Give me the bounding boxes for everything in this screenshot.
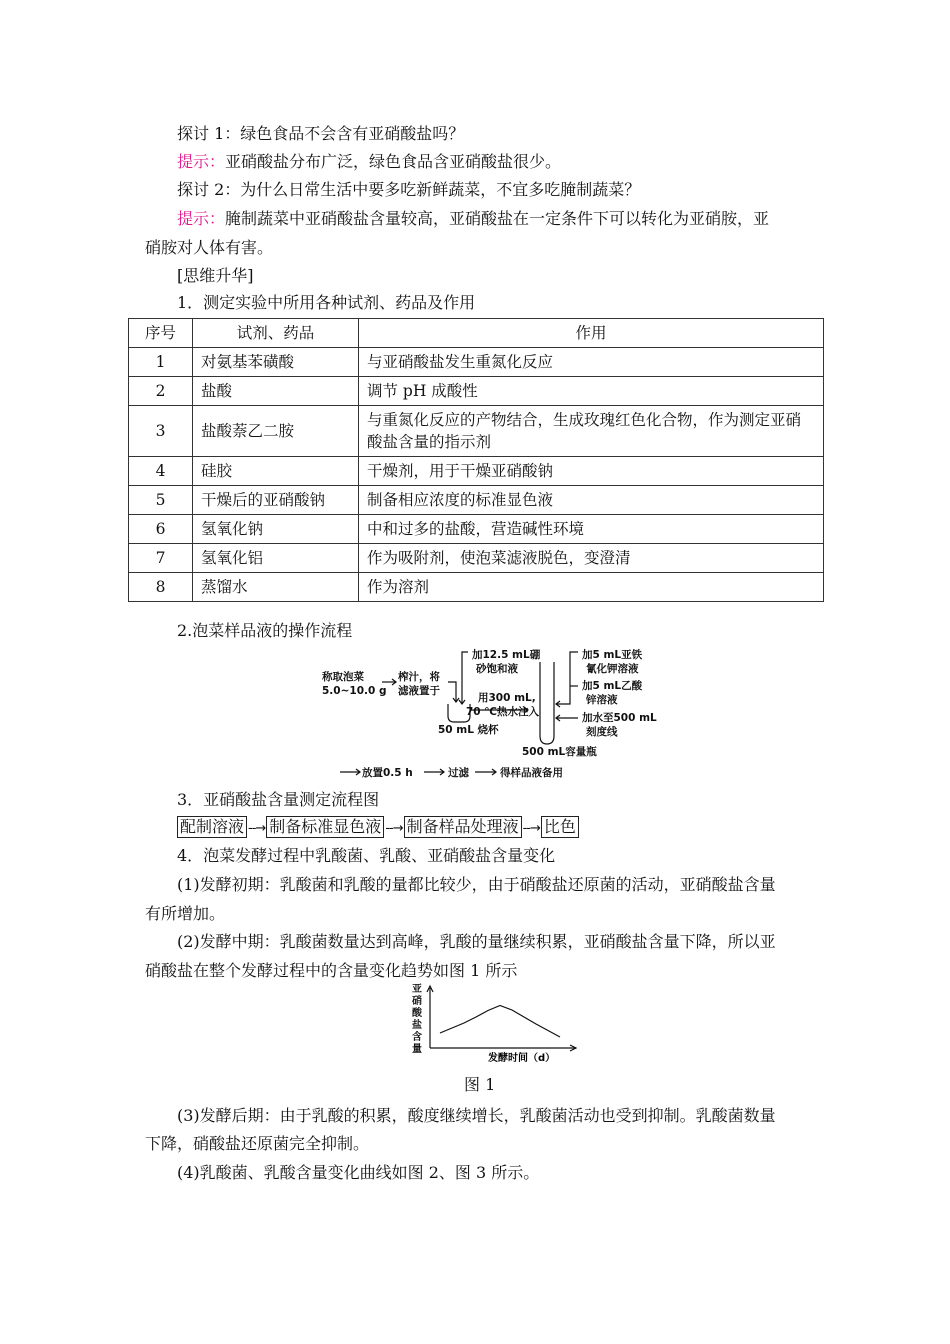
table-cell: 作为溶剂 (359, 573, 824, 602)
flow-beaker-label: 50 mL 烧杯 (438, 724, 499, 736)
para-4-1-cont: 有所增加。 (145, 904, 226, 923)
table-cell: 与重氮化反应的产物结合，生成玫瑰红色化合物，作为测定亚硝酸盐含量的指示剂 (359, 406, 824, 457)
flow-r1-a: 加5 mL亚铁 (582, 649, 643, 661)
y-axis-label-char: 酸 (412, 1008, 422, 1019)
procedure-flow-diagram (320, 644, 680, 784)
table-cell: 中和过多的盐酸，营造碱性环境 (359, 515, 824, 544)
volumetric-flask-icon (540, 662, 554, 744)
para-4-4: (4)乳酸菌、乳酸含量变化曲线如图 2、图 3 所示。 (177, 1163, 540, 1182)
flow-r2-a: 加5 mL乙酸 (582, 680, 643, 692)
table-cell: 1 (129, 348, 193, 377)
dashed-arrow: --→ (385, 821, 403, 836)
y-axis-label-char: 盐 (412, 1020, 422, 1031)
table-row (129, 377, 824, 406)
series-line (440, 1006, 560, 1038)
table-row (129, 406, 824, 457)
flow-r2-b: 锌溶液 (586, 694, 618, 706)
flow-bottom-2: 过滤 (448, 767, 469, 779)
y-axis-label-char: 亚 (412, 984, 422, 995)
table-row (129, 348, 824, 377)
x-axis-label: 发酵时间（d） (488, 1053, 556, 1064)
flow-add2-a: 用300 mL, (478, 692, 536, 704)
flow-step2-b: 滤液置于 (398, 685, 440, 697)
table-cell: 干燥后的亚硝酸钠 (193, 486, 359, 515)
table-cell: 3 (129, 406, 193, 457)
y-axis-label (411, 982, 423, 1055)
table-cell: 6 (129, 515, 193, 544)
section-3-title: 3．亚硝酸盐含量测定流程图 (177, 790, 380, 809)
table-cell: 干燥剂，用于干燥亚硝酸钠 (359, 457, 824, 486)
figure-caption: 图 1 (464, 1075, 496, 1094)
flow-arrow-2 (448, 682, 456, 702)
table-cell: 硅胶 (193, 457, 359, 486)
table-row (129, 457, 824, 486)
y-axis-label-char: 硝 (412, 996, 422, 1007)
table-row (129, 486, 824, 515)
flow-box-prepare-solution: 配制溶液 (177, 816, 247, 838)
table-cell: 作为吸附剂，使泡菜滤液脱色，变澄清 (359, 544, 824, 573)
table-cell: 调节 pH 成酸性 (359, 377, 824, 406)
hint-2 (177, 209, 827, 229)
discussion-1: 探讨 1：绿色食品不会含有亚硝酸盐吗？ (177, 124, 465, 143)
para-4-2-cont: 硝酸盐在整个发酵过程中的含量变化趋势如图 1 所示 (145, 961, 518, 980)
hint-text: 腌制蔬菜中亚硝酸盐含量较高，亚硝酸盐在一定条件下可以转化为亚硝胺，亚 (225, 209, 770, 228)
discussion-2: 探讨 2：为什么日常生活中要多吃新鲜蔬菜，不宜多吃腌制蔬菜？ (177, 180, 641, 199)
flow-add2-b: 70 ℃热水注入 (466, 706, 539, 718)
hint-1 (177, 152, 827, 172)
flow-bottom-1: 放置0.5 h (362, 767, 413, 779)
section-2-title: 2.泡菜样品液的操作流程 (177, 621, 353, 640)
hint-2-cont: 硝胺对人体有害。 (145, 238, 274, 257)
table-cell: 7 (129, 544, 193, 573)
flow-r3-a: 加水至500 mL (582, 712, 657, 724)
table-header: 试剂、药品 (193, 319, 359, 348)
section-4-title: 4．泡菜发酵过程中乳酸菌、乳酸、亚硝酸盐含量变化 (177, 846, 556, 865)
table-row (129, 573, 824, 602)
flow-box-standard-color: 制备标准显色液 (266, 816, 384, 838)
table-row (129, 515, 824, 544)
hint-label: 提示： (177, 152, 226, 171)
hint-label: 提示： (177, 209, 226, 228)
table-header: 序号 (129, 319, 193, 348)
flow-step1-b: 5.0~10.0 g (322, 685, 387, 697)
table-cell: 制备相应浓度的标准显色液 (359, 486, 824, 515)
flow-add1-a: 加12.5 mL硼 (472, 649, 541, 661)
flow-arrow-3 (462, 652, 468, 704)
y-axis-label-char: 含 (412, 1032, 422, 1043)
dashed-arrow: --→ (248, 821, 266, 836)
table-cell: 氢氧化钠 (193, 515, 359, 544)
series-points (440, 1005, 560, 1037)
table-cell: 与亚硝酸盐发生重氮化反应 (359, 348, 824, 377)
flow-step2-a: 榨汁，将 (398, 671, 440, 683)
table-cell: 盐酸 (193, 377, 359, 406)
table-header-row (129, 319, 824, 348)
table-cell: 2 (129, 377, 193, 406)
para-4-3-cont: 下降，硝酸盐还原菌完全抑制。 (145, 1134, 370, 1153)
section-heading: [思维升华] (177, 266, 254, 285)
nitrite-chart (410, 982, 580, 1064)
table-cell: 4 (129, 457, 193, 486)
para-4-2: (2)发酵中期：乳酸菌数量达到高峰，乳酸的量继续积累，亚硝酸盐含量下降，所以亚 (177, 932, 776, 951)
dashed-arrow: --→ (522, 821, 540, 836)
flow-bottom-3: 得样品液备用 (500, 767, 563, 779)
flow-step1-a: 称取泡菜 (322, 671, 364, 683)
reagent-table (128, 318, 824, 602)
table-cell: 5 (129, 486, 193, 515)
flow-box-colorimetry: 比色 (541, 816, 579, 838)
table-cell: 对氨基苯磺酸 (193, 348, 359, 377)
y-axis-label-char: 量 (412, 1044, 422, 1055)
para-4-1: (1)发酵初期：乳酸菌和乳酸的量都比较少，由于硝酸盐还原菌的活动，亚硝酸盐含量 (177, 875, 776, 894)
table-cell: 盐酸萘乙二胺 (193, 406, 359, 457)
table-header: 作用 (359, 319, 824, 348)
flow-arrow-5 (556, 652, 578, 704)
flow-r3-b: 刻度线 (586, 726, 618, 738)
measurement-flow-row (177, 816, 579, 838)
flow-flask-label: 500 mL容量瓶 (522, 746, 597, 758)
table-cell: 8 (129, 573, 193, 602)
flow-r1-b: 氰化钾溶液 (586, 663, 639, 675)
para-4-3: (3)发酵后期：由于乳酸的积累，酸度继续增长，乳酸菌活动也受到抑制。乳酸菌数量 (177, 1106, 776, 1125)
table-row (129, 544, 824, 573)
flow-box-sample-treatment: 制备样品处理液 (404, 816, 522, 838)
section-1-title: 1．测定实验中所用各种试剂、药品及作用 (177, 293, 476, 312)
table-cell: 氢氧化铝 (193, 544, 359, 573)
hint-text: 亚硝酸盐分布广泛，绿色食品含亚硝酸盐很少。 (225, 152, 562, 171)
flow-add1-b: 砂饱和液 (476, 663, 518, 675)
table-cell: 蒸馏水 (193, 573, 359, 602)
